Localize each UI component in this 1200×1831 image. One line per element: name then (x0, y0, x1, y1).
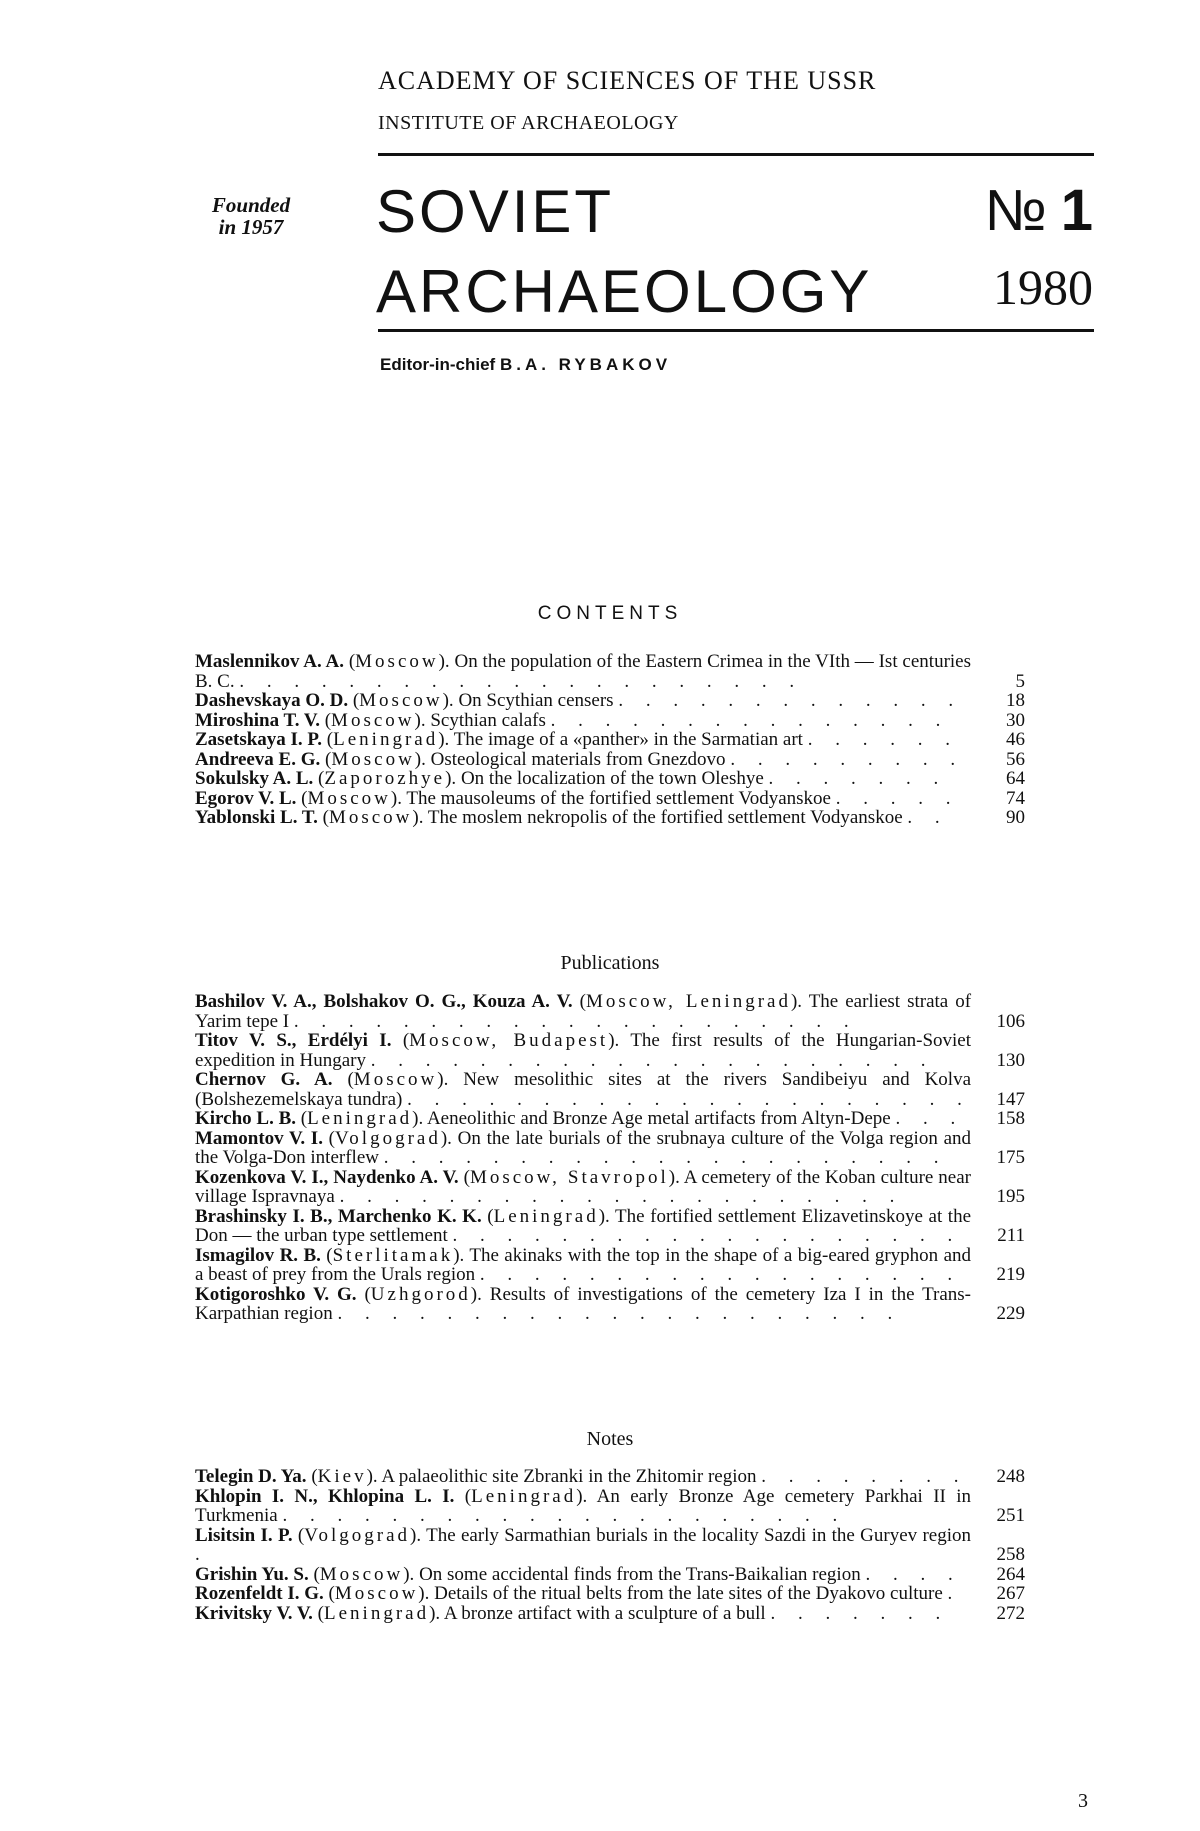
entry-city: Moscow (359, 690, 443, 711)
entry-leader: . . . . (865, 1563, 962, 1585)
entry-leader: . . . . . . . . . . . . . . . . . . . . . (239, 670, 804, 692)
entry-city: Uzhgorod (370, 1283, 471, 1305)
entry-title: Scythian calafs (430, 709, 546, 731)
toc-entry (195, 789, 1025, 809)
entry-leader: . . . . . . . (770, 1602, 950, 1624)
entry-title: Osteological materials from Gnezdovo (430, 748, 726, 770)
entry-author: Kotigoroshko V. G. (195, 1283, 357, 1305)
entry-leader: . (947, 1583, 962, 1604)
entry-text: Kozenkova V. I., Naydenko A. V. (Moscow, Stavropol). A cemetery of the Koban culture near village Ispravnaya . . . . . . . . . . . . . . . . . . . . . (195, 1166, 971, 1207)
entry-city: Moscow (334, 1583, 419, 1604)
toc-entry (195, 1070, 1025, 1109)
founded-line-2: in 1957 (218, 215, 284, 239)
entry-page: 264 (996, 1563, 1025, 1585)
entry-page: 106 (996, 1010, 1025, 1032)
entry-text: Bashilov V. A., Bolshakov O. G., Kouza A. V. (Moscow, Leningrad). The earliest strata of Yarim tepe I . . . . . . . . . . . . . . . . . . . . . (195, 991, 972, 1032)
entry-city: Leningrad (471, 1485, 577, 1507)
toc-entry (195, 1129, 1025, 1168)
entry-title: The moslem nekropolis of the fortified settlement Vodyanskoe (427, 807, 903, 828)
entry-author: Ismagilov R. B. (195, 1244, 321, 1266)
entry-leader: . . . . . . (807, 729, 959, 750)
entry-city: Volgograd (335, 1127, 441, 1149)
entry-author: Krivitsky V. V. (195, 1602, 313, 1624)
entry-text: Maslennikov A. A. (Moscow). On the population of the Eastern Crimea in the VIth — Ist centuries B. C. . . . . . . . . . . . . . . . . . . . . . (195, 651, 972, 692)
entry-title: On some accidental finds from the Trans-Baikalian region (419, 1563, 861, 1585)
entry-text: Egorov V. L. (Moscow). The mausoleums of the fortified settlement Vodyanskoe . . . . . (195, 787, 960, 809)
entry-title: The image of a «panther» in the Sarmatian art (453, 729, 803, 750)
entry-title: On the population of the Eastern Crimea in the VIth — Ist centuries B. C. (195, 651, 972, 692)
entry-page: 64 (1006, 768, 1025, 789)
entry-city: Moscow, Stavropol (469, 1166, 669, 1188)
entry-text: Miroshina T. V. (Moscow). Scythian calafs . . . . . . . . . . . . . . . (195, 709, 950, 731)
entry-title: The mausoleums of the fortified settlement Vodyanskoe (406, 787, 831, 809)
entry-page: 195 (996, 1186, 1025, 1207)
entry-author: Lisitsin I. P. (195, 1524, 293, 1546)
editor-label: Editor-in-chief (380, 355, 496, 374)
entry-page: 30 (1006, 709, 1025, 731)
entry-text: Sokulsky A. L. (Zaporozhye). On the localization of the town Oleshye . . . . . . . (195, 768, 948, 789)
entry-author: Brashinsky I. B., Marchenko K. K. (195, 1205, 482, 1227)
founded-note (196, 194, 306, 238)
toc-entry (195, 808, 1025, 828)
academy-heading: ACADEMY OF SCIENCES OF THE USSR (378, 66, 877, 95)
entry-city: Leningrad (493, 1205, 599, 1227)
entry-page: 229 (996, 1303, 1025, 1324)
entry-page: 56 (1006, 748, 1025, 770)
entry-leader: . . . . . . . . . . . . . . . . . . . . . (383, 1147, 948, 1168)
entry-page: 130 (996, 1049, 1025, 1071)
entry-city: Sterlitamak (332, 1244, 454, 1266)
entry-text: Grishin Yu. S. (Moscow). On some accidental finds from the Trans-Baikalian region . . . . (195, 1563, 962, 1585)
entry-city: Moscow (328, 807, 413, 828)
entry-title: A cemetery of the Koban culture near village Ispravnaya (195, 1166, 971, 1207)
entry-author: Telegin D. Ya. (195, 1466, 307, 1487)
page-number: 3 (1078, 1790, 1088, 1812)
entry-text: Khlopin I. N., Khlopina L. I. (Leningrad). An early Bronze Age cemetery Parkhai II in Turkmenia . . . . . . . . . . . . . . . . . . . . . (195, 1485, 972, 1526)
bottom-rule (378, 329, 1094, 332)
entry-page: 219 (996, 1264, 1025, 1285)
entry-page: 18 (1006, 690, 1025, 711)
entry-leader: . . . . . (835, 787, 960, 809)
entry-city: Zaporozhye (324, 768, 446, 789)
entry-title: On the late burials of the srubnaya culture of the Volga region and the Volga-Don interflew (195, 1127, 972, 1168)
entry-title: A bronze artifact with a sculpture of a bull (443, 1602, 766, 1624)
toc-entry (195, 730, 1025, 750)
entry-text: Brashinsky I. B., Marchenko K. K. (Leningrad). The fortified settlement Elizavetinskoye at the Don — the urban type settlement . . . . . . . . . . . . . . . . . . . (195, 1205, 972, 1246)
entry-city: Volgograd (304, 1524, 411, 1546)
entry-author: Zasetskaya I. P. (195, 729, 323, 750)
entry-city: Moscow, Budapest (409, 1030, 609, 1051)
entry-leader: . . (907, 807, 949, 828)
entry-leader: . (195, 1544, 209, 1565)
entry-text: Ismagilov R. B. (Sterlitamak). The akinaks with the top in the shape of a big-eared gryphon and a beast of prey from the Urals region . . . . . . . . . . . . . . . . . . (195, 1244, 971, 1285)
entry-text: Zasetskaya I. P. (Leningrad). The image of a «panther» in the Sarmatian art . . . . . . (195, 729, 959, 750)
entry-leader: . . . . . . . . . . . . . . . . . . . . . (339, 1186, 904, 1207)
entry-leader: . . . . . . . . . . . . . . . . . . . . . (407, 1088, 971, 1110)
entry-page: 258 (996, 1544, 1025, 1565)
entry-title: The earliest strata of Yarim tepe I (195, 991, 972, 1032)
issue-value: 1 (1060, 178, 1093, 243)
entry-page: 5 (1015, 670, 1025, 692)
toc-entry (195, 711, 1025, 731)
entry-page: 90 (1006, 807, 1025, 828)
entry-author: Kircho L. B. (195, 1108, 296, 1129)
toc-entry (195, 1109, 1025, 1129)
toc-entry (195, 1584, 1025, 1604)
toc-entry (195, 1565, 1025, 1585)
entry-page: 251 (996, 1505, 1025, 1526)
toc-entry (195, 1031, 1025, 1070)
entry-author: Grishin Yu. S. (195, 1563, 309, 1585)
entry-city: Leningrad (307, 1108, 413, 1129)
entry-text: Mamontov V. I. (Volgograd). On the late burials of the srubnaya culture of the Volga region and the Volga-Don interflew . . . . . . . . . . . . . . . . . . . . . (195, 1127, 972, 1168)
entry-leader: . . . . . . . . . . . . . . . . . . . . . (370, 1049, 935, 1071)
entry-city: Moscow (355, 651, 439, 672)
entry-page: 272 (996, 1602, 1025, 1624)
entry-text: Yablonski L. T. (Moscow). The moslem nekropolis of the fortified settlement Vodyanskoe . . (195, 807, 949, 828)
entry-leader: . . . . . . . . . . . . . (618, 690, 963, 711)
entry-page: 147 (996, 1088, 1025, 1110)
entry-title: Results of investigations of the cemetery Iza I in the Trans-Karpathian region (195, 1283, 972, 1324)
entry-title: A palaeolithic site Zbranki in the Zhitomir region (381, 1466, 757, 1487)
entry-leader: . . . . . . . . (761, 1466, 968, 1487)
toc-entry (195, 1168, 1025, 1207)
entry-title: New mesolithic sites at the rivers Sandibeiyu and Kolva (Bolshezemelskaya tundra) (195, 1069, 972, 1110)
entry-city: Leningrad (333, 729, 439, 750)
toc-entry (195, 1604, 1025, 1624)
contents-list (195, 652, 1025, 828)
entry-title: An early Bronze Age cemetery Parkhai II in Turkmenia (195, 1485, 972, 1526)
entry-author: Khlopin I. N., Khlopina L. I. (195, 1485, 455, 1507)
top-rule (378, 153, 1094, 156)
entry-author: Yablonski L. T. (195, 807, 318, 828)
entry-author: Maslennikov A. A. (195, 651, 344, 672)
entry-city: Moscow (307, 787, 391, 809)
toc-entry (195, 1246, 1025, 1285)
contents-heading: CONTENTS (537, 603, 683, 624)
entry-title: Aeneolithic and Bronze Age metal artifacts from Altyn-Depe (426, 1108, 891, 1129)
entry-city: Moscow (331, 709, 415, 731)
journal-title-line-2: ARCHAEOLOGY (376, 258, 873, 325)
notes-list (195, 1467, 1025, 1623)
entry-leader: . . . . . . . . . (730, 748, 965, 770)
entry-text: Krivitsky V. V. (Leningrad). A bronze artifact with a sculpture of a bull . . . . . . . (195, 1602, 950, 1624)
toc-entry (195, 1467, 1025, 1487)
entry-text: Kircho L. B. (Leningrad). Aeneolithic and Bronze Age metal artifacts from Altyn-Depe . . . (195, 1108, 965, 1129)
journal-title-line-1: SOVIET (376, 178, 615, 245)
entry-text: Kotigoroshko V. G. (Uzhgorod). Results of investigations of the cemetery Iza I in the Trans-Karpathian region . . . . . . . . . . . . . . . . . . . . . (195, 1283, 972, 1324)
toc-entry (195, 992, 1025, 1031)
entry-author: Titov V. S., Erdélyi I. (195, 1030, 392, 1051)
toc-entry (195, 769, 1025, 789)
entry-page: 74 (1006, 787, 1025, 809)
entry-author: Mamontov V. I. (195, 1127, 323, 1149)
editor-name: B.A. RYBAKOV (499, 355, 672, 374)
entry-page: 175 (996, 1147, 1025, 1168)
entry-leader: . . . (895, 1108, 965, 1129)
toc-entry (195, 1487, 1025, 1526)
entry-leader: . . . . . . . . . . . . . . . . . . . . . (293, 1010, 858, 1032)
founded-line-1: Founded (211, 193, 291, 217)
entry-leader: . . . . . . . . . . . . . . . . . . (479, 1264, 962, 1285)
entry-text: Titov V. S., Erdélyi I. (Moscow, Budapest). The first results of the Hungarian-Soviet expedition in Hungary . . . . . . . . . . . . . . . . . . . . . (195, 1030, 972, 1071)
issue-number (984, 178, 1094, 243)
issue-year: 1980 (993, 259, 1093, 315)
entry-city: Leningrad (324, 1602, 430, 1624)
entry-author: Miroshina T. V. (195, 709, 320, 731)
entry-title: On Scythian censers (458, 690, 614, 711)
entry-author: Chernov G. A. (195, 1069, 333, 1090)
entry-title: Details of the ritual belts from the late sites of the Dyakovo culture (434, 1583, 943, 1604)
entry-text: Andreeva E. G. (Moscow). Osteological materials from Gnezdovo . . . . . . . . . (195, 748, 965, 770)
entry-author: Bashilov V. A., Bolshakov O. G., Kouza A. V. (195, 991, 573, 1012)
entry-author: Kozenkova V. I., Naydenko A. V. (195, 1166, 459, 1188)
toc-entry (195, 652, 1025, 691)
toc-entry (195, 1207, 1025, 1246)
entry-page: 267 (996, 1583, 1025, 1604)
entry-text: Telegin D. Ya. (Kiev). A palaeolithic site Zbranki in the Zhitomir region . . . . . . . . (195, 1466, 968, 1487)
toc-entry (195, 1526, 1025, 1565)
issue-sign: № (984, 178, 1047, 243)
entry-text: Chernov G. A. (Moscow). New mesolithic sites at the rivers Sandibeiyu and Kolva (Bolshezemelskaya tundra) . . . . . . . . . . . . . . . . . . . . . (195, 1069, 972, 1110)
toc-entry (195, 750, 1025, 770)
toc-entry (195, 1285, 1025, 1324)
entry-page: 158 (996, 1108, 1025, 1129)
entry-author: Andreeva E. G. (195, 748, 321, 770)
entry-city: Moscow (353, 1069, 438, 1090)
entry-leader: . . . . . . . (768, 768, 948, 789)
entry-author: Sokulsky A. L. (195, 768, 314, 789)
entry-title: The early Sarmathian burials in the locality Sazdi in the Guryev region (426, 1524, 972, 1546)
editor-line (380, 355, 671, 375)
entry-text: Dashevskaya O. D. (Moscow). On Scythian censers . . . . . . . . . . . . . (195, 690, 963, 711)
entry-author: Egorov V. L. (195, 787, 297, 809)
entry-title: The first results of the Hungarian-Soviet expedition in Hungary (195, 1030, 972, 1071)
entry-title: The akinaks with the top in the shape of a big-eared gryphon and a beast of prey from the Urals region (195, 1244, 971, 1285)
entry-title: The fortified settlement Elizavetinskoye at the Don — the urban type settlement (195, 1205, 972, 1246)
entry-leader: . . . . . . . . . . . . . . . . . . . (452, 1225, 962, 1246)
toc-entry (195, 691, 1025, 711)
publications-list (195, 992, 1025, 1324)
entry-city: Moscow (319, 1563, 404, 1585)
publications-heading: Publications (560, 952, 660, 974)
entry-city: Moscow, Leningrad (585, 991, 791, 1012)
entry-city: Kiev (317, 1466, 367, 1487)
entry-title: On the localization of the town Oleshye (460, 768, 764, 789)
entry-leader: . . . . . . . . . . . . . . . . . . . . . (337, 1303, 902, 1324)
entry-leader: . . . . . . . . . . . . . . . (550, 709, 950, 731)
entry-text: Lisitsin I. P. (Volgograd). The early Sarmathian burials in the locality Sazdi in the Guryev region . (195, 1524, 972, 1565)
entry-leader: . . . . . . . . . . . . . . . . . . . . . (282, 1505, 847, 1526)
entry-page: 211 (997, 1225, 1025, 1246)
entry-page: 248 (996, 1466, 1025, 1487)
institute-heading: INSTITUTE OF ARCHAEOLOGY (378, 112, 679, 134)
entry-text: Rozenfeldt I. G. (Moscow). Details of the ritual belts from the late sites of the Dyakovo culture . (195, 1583, 962, 1604)
entry-author: Dashevskaya O. D. (195, 690, 349, 711)
entry-page: 46 (1006, 729, 1025, 750)
entry-city: Moscow (331, 748, 415, 770)
entry-author: Rozenfeldt I. G. (195, 1583, 324, 1604)
notes-heading: Notes (586, 1428, 634, 1450)
